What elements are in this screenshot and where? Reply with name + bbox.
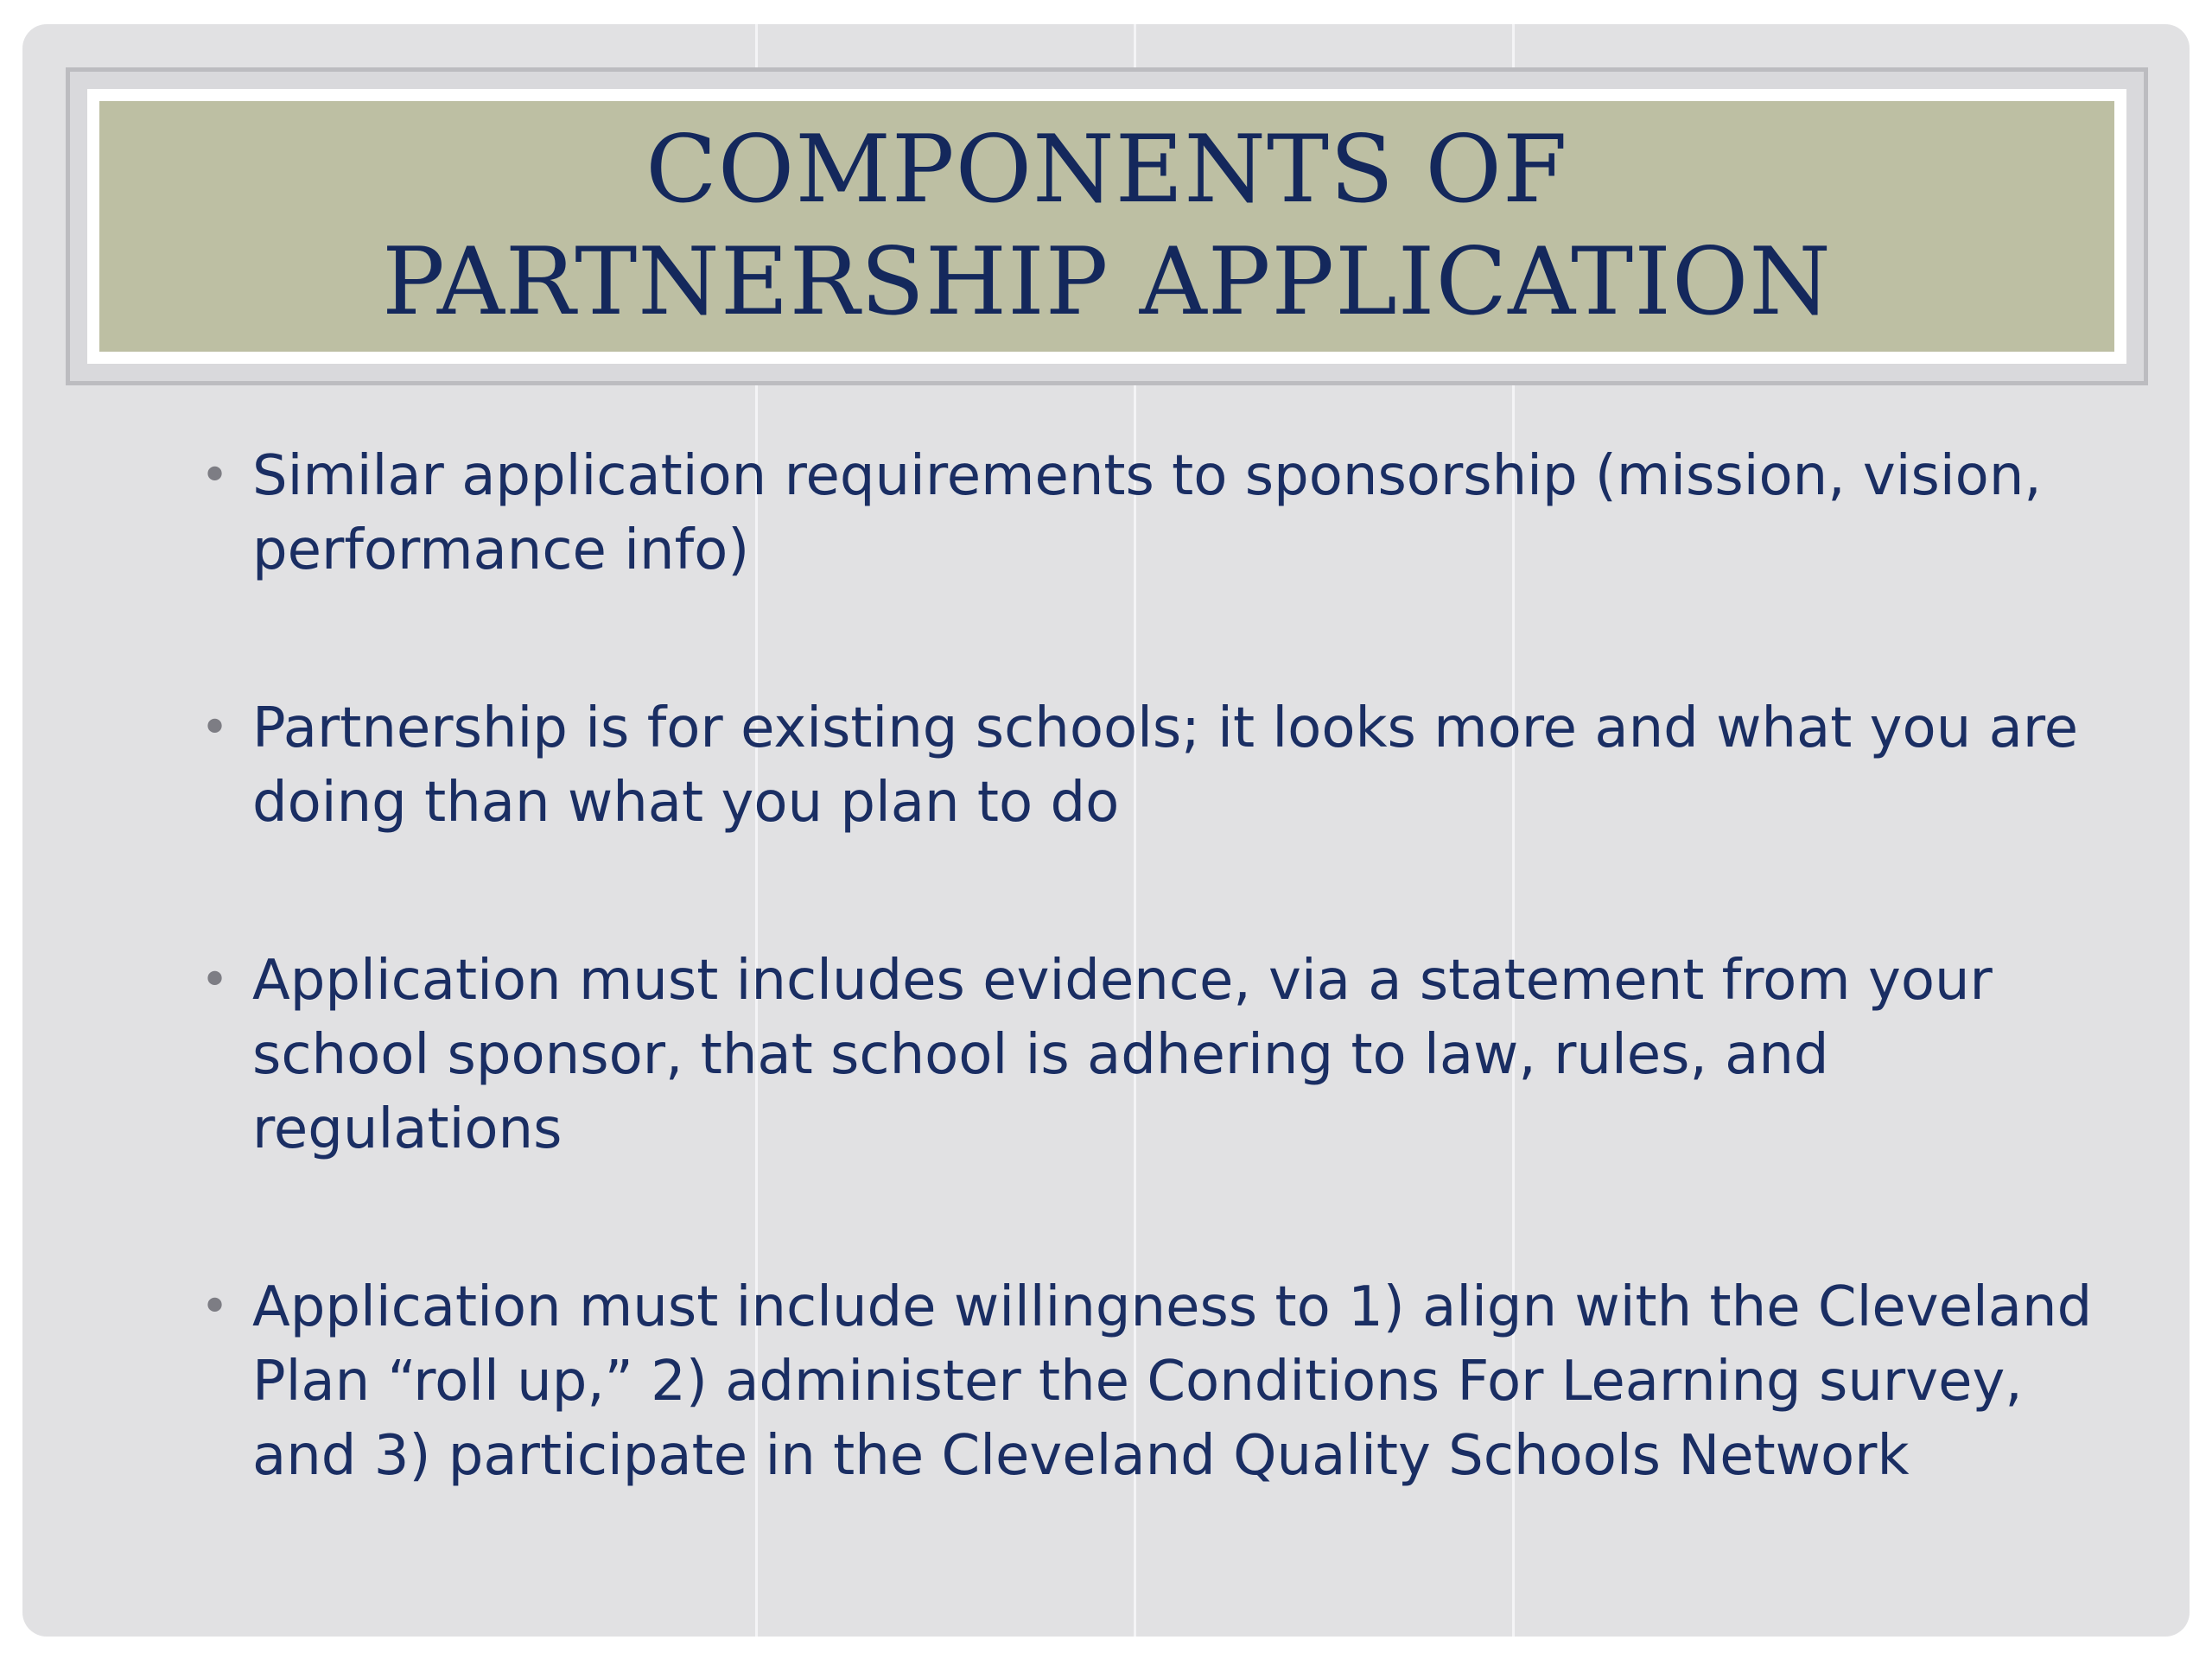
- bullet-text: Application must includes evidence, via a statement from your school sponsor, that school is adhering to law, rules, and regulations: [252, 949, 1993, 1161]
- bullet-list: [195, 439, 2113, 1493]
- slide: [22, 24, 2190, 1637]
- bullet-icon: •: [200, 700, 230, 756]
- bullet-item: [195, 1270, 2113, 1493]
- bullet-icon: •: [200, 448, 230, 504]
- bullet-item: [195, 439, 2113, 588]
- title-frame: [66, 67, 2148, 385]
- slide-title-line-1: COMPONENTS OF: [645, 116, 1568, 224]
- bullet-icon: •: [200, 1279, 230, 1335]
- bullet-item: [195, 691, 2113, 840]
- bullet-text: Similar application requirements to sponsorship (mission, vision, performance info): [252, 444, 2042, 582]
- title-frame-inner: [87, 89, 2126, 364]
- bullet-text: Partnership is for existing schools; it looks more and what you are doing than what you plan to do: [252, 696, 2079, 835]
- bullet-text: Application must include willingness to 1) align with the Cleveland Plan “roll up,” 2) administer the Conditions For Learning survey, and 3) participate in the Cleveland Quality Schools Network: [252, 1275, 2093, 1488]
- slide-title: [382, 114, 1832, 339]
- bullet-item: [195, 944, 2113, 1166]
- slide-title-line-2: PARTNERSHIP APPLICATION: [382, 228, 1832, 336]
- title-band: [99, 101, 2114, 352]
- bullet-icon: •: [200, 952, 230, 1008]
